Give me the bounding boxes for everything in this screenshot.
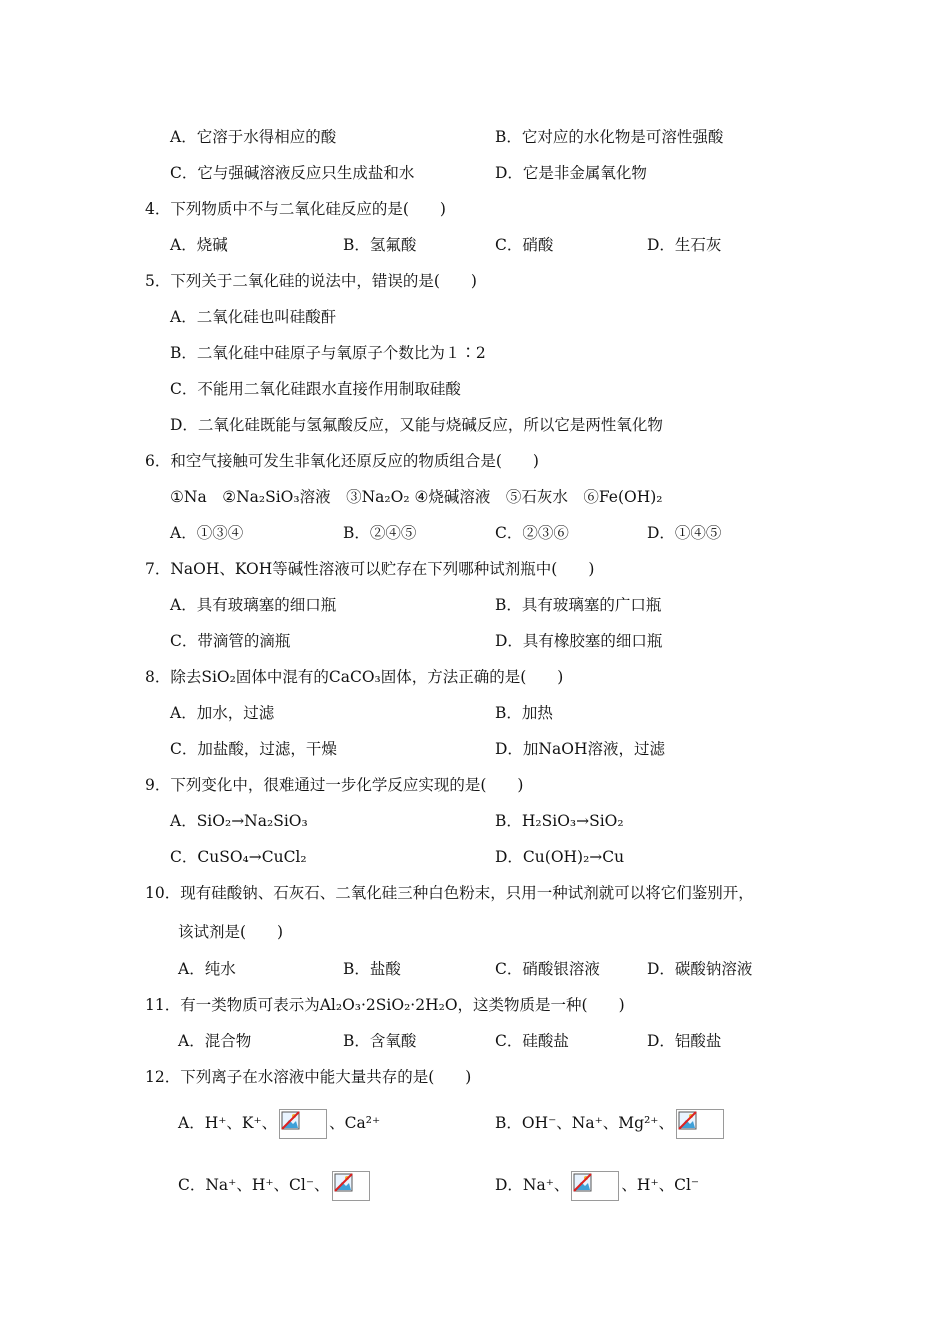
- q6-substance-list: ①Na ②Na₂SiO₃溶液 ③Na₂O₂ ④烧碱溶液 ⑤石灰水 ⑥Fe(OH)₂: [170, 488, 663, 506]
- q11-option-d: D．铝酸盐: [647, 1032, 722, 1050]
- broken-image-icon: [332, 1171, 370, 1201]
- q4-stem: 4．下列物质中不与二氧化硅反应的是( ): [145, 200, 446, 218]
- broken-image-icon: [571, 1171, 619, 1201]
- q8-option-a: A．加水，过滤: [170, 704, 275, 722]
- q6-option-b: B．②④⑤: [343, 524, 417, 542]
- q4-option-c: C．硝酸: [495, 236, 554, 254]
- q5-option-c: C．不能用二氧化硅跟水直接作用制取硅酸: [170, 380, 461, 398]
- q6-option-c: C．②③⑥: [495, 524, 569, 542]
- q12-option-b: [495, 1108, 726, 1139]
- q11-option-c: C．硅酸盐: [495, 1032, 569, 1050]
- q9-option-d: D．Cu(OH)₂→Cu: [495, 848, 625, 866]
- q6-option-d: D．①④⑤: [647, 524, 722, 542]
- q5-option-b: B．二氧化硅中硅原子与氧原子个数比为１∶2: [170, 344, 486, 362]
- q12-option-a: [178, 1108, 380, 1139]
- q4-option-a: A．烧碱: [170, 236, 228, 254]
- q9-option-a: A．SiO₂→Na₂SiO₃: [170, 812, 308, 830]
- q8-stem: 8．除去SiO₂固体中混有的CaCO₃固体，方法正确的是( ): [145, 668, 564, 686]
- broken-image-icon: [676, 1109, 724, 1139]
- q10-option-d: D．碳酸钠溶液: [647, 960, 753, 978]
- q3-option-d: D．它是非金属氧化物: [495, 164, 647, 182]
- q12-option-d-suffix: 、H⁺、Cl⁻: [621, 1176, 700, 1194]
- q4-option-d: D．生石灰: [647, 236, 722, 254]
- q12-option-a-prefix: A．H⁺、K⁺、: [178, 1114, 278, 1132]
- q7-option-a: A．具有玻璃塞的细口瓶: [170, 596, 337, 614]
- q5-stem: 5．下列关于二氧化硅的说法中，错误的是( ): [145, 272, 477, 290]
- q7-stem: 7．NaOH、KOH等碱性溶液可以贮存在下列哪种试剂瓶中( ): [145, 560, 595, 578]
- q7-option-c: C．带滴管的滴瓶: [170, 632, 291, 650]
- q12-option-d-prefix: D．Na⁺、: [495, 1176, 570, 1194]
- q4-option-b: B．氢氟酸: [343, 236, 417, 254]
- q8-option-d: D．加NaOH溶液，过滤: [495, 740, 665, 758]
- q11-stem: 11．有一类物质可表示为Al₂O₃·2SiO₂·2H₂O，这类物质是一种( ): [145, 996, 625, 1014]
- q10-option-b: B．盐酸: [343, 960, 401, 978]
- q9-stem: 9．下列变化中，很难通过一步化学反应实现的是( ): [145, 776, 524, 794]
- broken-image-icon: [279, 1109, 327, 1139]
- q9-option-b: B．H₂SiO₃→SiO₂: [495, 812, 624, 830]
- q10-stem-continued: 该试剂是( ): [178, 923, 284, 941]
- q8-option-b: B．加热: [495, 704, 553, 722]
- q5-option-d: D．二氧化硅既能与氢氟酸反应，又能与烧碱反应，所以它是两性氧化物: [170, 416, 663, 434]
- q10-option-a: A．纯水: [178, 960, 236, 978]
- q9-option-c: C．CuSO₄→CuCl₂: [170, 848, 307, 866]
- q8-option-c: C．加盐酸，过滤，干燥: [170, 740, 337, 758]
- q3-option-a: A．它溶于水得相应的酸: [170, 128, 337, 146]
- q3-option-c: C．它与强碱溶液反应只生成盐和水: [170, 164, 415, 182]
- q12-option-a-suffix: 、Ca²⁺: [329, 1114, 381, 1132]
- q12-option-c-prefix: C．Na⁺、H⁺、Cl⁻、: [178, 1176, 330, 1194]
- q3-option-b: B．它对应的水化物是可溶性强酸: [495, 128, 724, 146]
- q12-option-c: [178, 1170, 372, 1201]
- q10-option-c: C．硝酸银溶液: [495, 960, 600, 978]
- q7-option-b: B．具有玻璃塞的广口瓶: [495, 596, 662, 614]
- q6-stem: 6．和空气接触可发生非氧化还原反应的物质组合是( ): [145, 452, 539, 470]
- q5-option-a: A．二氧化硅也叫硅酸酐: [170, 308, 337, 326]
- q6-option-a: A．①③④: [170, 524, 244, 542]
- q7-option-d: D．具有橡胶塞的细口瓶: [495, 632, 663, 650]
- q12-option-d: [495, 1170, 699, 1201]
- q11-option-a: A．混合物: [178, 1032, 252, 1050]
- q12-stem: 12．下列离子在水溶液中能大量共存的是( ): [145, 1068, 472, 1086]
- q11-option-b: B．含氧酸: [343, 1032, 417, 1050]
- q12-option-b-prefix: B．OH⁻、Na⁺、Mg²⁺、: [495, 1114, 674, 1132]
- q10-stem: 10．现有硅酸钠、石灰石、二氧化硅三种白色粉末，只用一种试剂就可以将它们鉴别开，: [145, 884, 754, 902]
